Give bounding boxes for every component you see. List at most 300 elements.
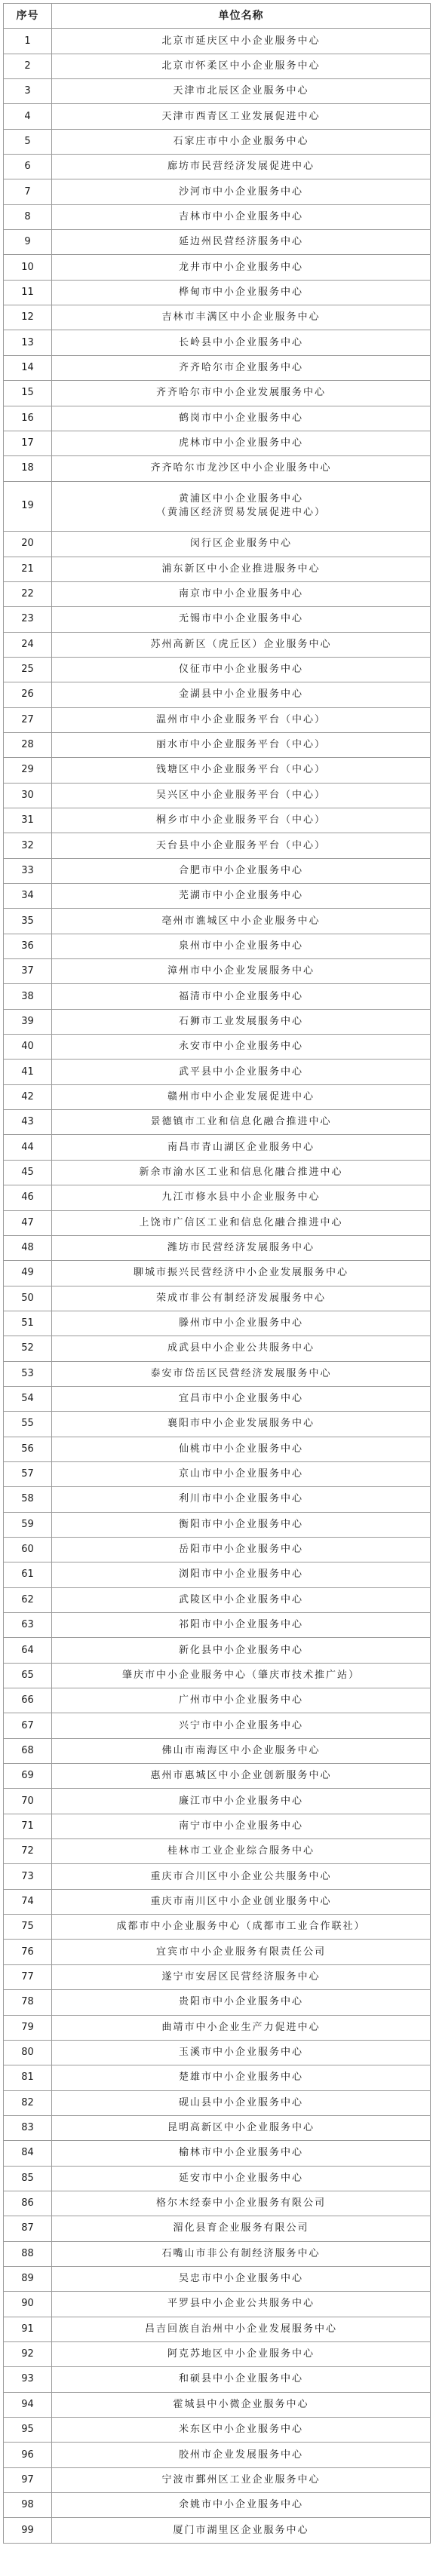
unit-name-line: 成都市中小企业服务中心（成都市工业合作联社） bbox=[116, 1921, 366, 1933]
row-unit-name bbox=[52, 381, 431, 405]
row-unit-name bbox=[52, 1588, 431, 1612]
row-index: 43 bbox=[4, 1110, 52, 1134]
table-row bbox=[4, 1965, 431, 1990]
unit-name-line: 无锡市中小企业服务中心 bbox=[178, 613, 303, 625]
table-row bbox=[4, 1789, 431, 1814]
row-index: 96 bbox=[4, 2443, 52, 2467]
row-index: 41 bbox=[4, 1060, 52, 1084]
row-unit-name bbox=[52, 2141, 431, 2165]
unit-name-line: 合肥市中小企业服务中心 bbox=[178, 864, 303, 876]
table-row bbox=[4, 1839, 431, 1864]
table-row bbox=[4, 633, 431, 658]
unit-name-line: 吴兴区中小企业服务平台（中心） bbox=[155, 789, 326, 801]
unit-name-line: 重庆市合川区中小企业公共服务中心 bbox=[150, 1870, 332, 1882]
row-unit-name bbox=[52, 1035, 431, 1059]
table-row bbox=[4, 1764, 431, 1789]
unit-name-line: 砚山县中小企业服务中心 bbox=[178, 2096, 303, 2108]
row-unit-name bbox=[52, 1161, 431, 1185]
row-index: 82 bbox=[4, 2091, 52, 2115]
row-index: 8 bbox=[4, 205, 52, 229]
row-unit-name bbox=[52, 2242, 431, 2266]
row-unit-name bbox=[52, 482, 431, 532]
unit-name-line: 齐齐哈尔市龙沙区中小企业服务中心 bbox=[150, 462, 332, 474]
table-row bbox=[4, 1739, 431, 1764]
unit-name-line: 宜宾市中小企业服务有限责任公司 bbox=[155, 1946, 326, 1958]
table-row bbox=[4, 2342, 431, 2367]
table-row bbox=[4, 155, 431, 179]
row-unit-name bbox=[52, 959, 431, 983]
row-unit-name bbox=[52, 1890, 431, 1914]
table-row bbox=[4, 2065, 431, 2090]
row-unit-name bbox=[52, 2116, 431, 2140]
unit-name-line: 吉林市中小企业服务中心 bbox=[178, 210, 303, 222]
row-unit-name bbox=[52, 2443, 431, 2467]
row-unit-name bbox=[52, 1764, 431, 1788]
row-unit-name bbox=[52, 658, 431, 682]
row-unit-name bbox=[52, 2418, 431, 2442]
row-unit-name bbox=[52, 1789, 431, 1813]
table-row bbox=[4, 1286, 431, 1311]
row-index: 70 bbox=[4, 1789, 52, 1813]
unit-name-line: 钱塘区中小企业服务平台（中心） bbox=[155, 764, 326, 776]
row-index: 26 bbox=[4, 682, 52, 707]
unit-name-line: 格尔木经泰中小企业服务有限公司 bbox=[155, 2197, 326, 2210]
row-index: 10 bbox=[4, 255, 52, 279]
table-row bbox=[4, 557, 431, 582]
row-index: 29 bbox=[4, 758, 52, 782]
row-unit-name bbox=[52, 1839, 431, 1863]
table-row bbox=[4, 54, 431, 79]
table-row bbox=[4, 2367, 431, 2392]
row-index: 25 bbox=[4, 658, 52, 682]
unit-name-line: 廉江市中小企业服务中心 bbox=[178, 1795, 303, 1807]
table-row bbox=[4, 1990, 431, 2015]
row-unit-name bbox=[52, 607, 431, 631]
unit-name-line: 厦门市湖里区企业服务中心 bbox=[173, 2524, 309, 2536]
row-index: 89 bbox=[4, 2267, 52, 2291]
row-index: 46 bbox=[4, 1185, 52, 1210]
unit-name-line: 永安市中小企业服务中心 bbox=[178, 1041, 303, 1053]
unit-name-line: 武平县中小企业服务中心 bbox=[178, 1066, 303, 1078]
row-index: 68 bbox=[4, 1739, 52, 1763]
row-unit-name bbox=[52, 1437, 431, 1461]
row-unit-name bbox=[52, 456, 431, 480]
row-index: 5 bbox=[4, 130, 52, 154]
row-index: 75 bbox=[4, 1915, 52, 1939]
row-index: 3 bbox=[4, 79, 52, 103]
row-unit-name bbox=[52, 1286, 431, 1311]
row-unit-name bbox=[52, 2518, 431, 2542]
table-row bbox=[4, 2292, 431, 2317]
unit-name-line: 湄化县育企业服务有限公司 bbox=[173, 2222, 309, 2234]
table-row bbox=[4, 1513, 431, 1538]
row-index: 1 bbox=[4, 29, 52, 53]
table-row bbox=[4, 1814, 431, 1839]
unit-name-line: 天津市北辰区企业服务中心 bbox=[173, 85, 309, 97]
row-unit-name bbox=[52, 1487, 431, 1511]
unit-name-line: 昆明高新区中小企业服务中心 bbox=[167, 2122, 315, 2134]
row-index: 66 bbox=[4, 1688, 52, 1713]
table-row bbox=[4, 1462, 431, 1487]
row-index: 40 bbox=[4, 1035, 52, 1059]
row-unit-name bbox=[52, 2393, 431, 2417]
unit-name-line: 榆林市中小企业服务中心 bbox=[178, 2147, 303, 2159]
table-row bbox=[4, 2016, 431, 2041]
unit-name-line: 九江市修水县中小企业服务中心 bbox=[161, 1191, 321, 1204]
row-unit-name bbox=[52, 1010, 431, 1034]
unit-name-line: 北京市怀柔区中小企业服务中心 bbox=[161, 60, 321, 72]
row-unit-name bbox=[52, 1814, 431, 1838]
row-unit-name bbox=[52, 2468, 431, 2492]
table-row bbox=[4, 1085, 431, 1110]
row-unit-name bbox=[52, 1462, 431, 1486]
row-index: 78 bbox=[4, 1990, 52, 2014]
unit-name-line: 和硕县中小企业服务中心 bbox=[178, 2373, 303, 2385]
row-index: 4 bbox=[4, 104, 52, 128]
unit-name-line: 惠州市惠城区中小企业创新服务中心 bbox=[150, 1770, 332, 1782]
table-row bbox=[4, 1638, 431, 1663]
table-row bbox=[4, 406, 431, 431]
table-row bbox=[4, 758, 431, 783]
row-unit-name bbox=[52, 1990, 431, 2014]
unit-name-line: 桐乡市中小企业服务平台（中心） bbox=[155, 814, 326, 826]
row-index: 65 bbox=[4, 1664, 52, 1688]
row-unit-name bbox=[52, 934, 431, 958]
row-index: 39 bbox=[4, 1010, 52, 1034]
unit-name-line: 玉溪市中小企业服务中心 bbox=[178, 2047, 303, 2059]
row-unit-name bbox=[52, 1135, 431, 1159]
unit-name-line: 闵行区企业服务中心 bbox=[189, 538, 292, 550]
unit-name-line: 温州市中小企业服务平台（中心） bbox=[155, 713, 326, 725]
row-index: 62 bbox=[4, 1588, 52, 1612]
table-body bbox=[4, 29, 431, 2543]
row-index: 30 bbox=[4, 784, 52, 808]
row-index: 19 bbox=[4, 482, 52, 532]
table-row bbox=[4, 2141, 431, 2166]
row-unit-name bbox=[52, 1211, 431, 1235]
row-unit-name bbox=[52, 305, 431, 330]
unit-name-line: 阿克苏地区中小企业服务中心 bbox=[167, 2348, 315, 2360]
table-row bbox=[4, 1185, 431, 1210]
row-unit-name bbox=[52, 2367, 431, 2391]
row-index: 98 bbox=[4, 2493, 52, 2517]
table-row bbox=[4, 532, 431, 557]
row-index: 36 bbox=[4, 934, 52, 958]
table-row bbox=[4, 2242, 431, 2267]
unit-name-line: 延安市中小企业服务中心 bbox=[178, 2172, 303, 2184]
unit-name-line: 齐齐哈尔市中小企业发展服务中心 bbox=[155, 387, 326, 399]
row-index: 50 bbox=[4, 1286, 52, 1311]
table-row bbox=[4, 808, 431, 833]
table-row bbox=[4, 1060, 431, 1084]
row-index: 93 bbox=[4, 2367, 52, 2391]
table-row bbox=[4, 1135, 431, 1160]
unit-name-line: 石家庄市中小企业服务中心 bbox=[173, 135, 309, 147]
row-index: 11 bbox=[4, 281, 52, 305]
row-index: 13 bbox=[4, 330, 52, 354]
row-index: 21 bbox=[4, 557, 52, 581]
row-index: 14 bbox=[4, 356, 52, 380]
row-index: 44 bbox=[4, 1135, 52, 1159]
row-index: 34 bbox=[4, 884, 52, 908]
row-index: 73 bbox=[4, 1864, 52, 1888]
unit-name-line: 廊坊市民营经济发展促进中心 bbox=[167, 161, 315, 173]
row-index: 88 bbox=[4, 2242, 52, 2266]
table-row bbox=[4, 859, 431, 884]
row-index: 23 bbox=[4, 607, 52, 631]
unit-name-line: 霍城县中小微企业服务中心 bbox=[173, 2398, 309, 2410]
table-row bbox=[4, 884, 431, 909]
row-unit-name bbox=[52, 1387, 431, 1411]
row-index: 76 bbox=[4, 1940, 52, 1964]
unit-name-line: 新化县中小企业服务中心 bbox=[178, 1644, 303, 1656]
row-index: 85 bbox=[4, 2167, 52, 2191]
row-unit-name bbox=[52, 431, 431, 455]
unit-name-line: 福清市中小企业服务中心 bbox=[178, 990, 303, 1002]
unit-name-line: 祁阳市中小企业服务中心 bbox=[178, 1619, 303, 1631]
table-row bbox=[4, 1890, 431, 1915]
table-row bbox=[4, 79, 431, 104]
unit-name-line: 亳州市谯城区中小企业服务中心 bbox=[161, 915, 321, 927]
row-unit-name bbox=[52, 1085, 431, 1109]
row-index: 53 bbox=[4, 1362, 52, 1386]
unit-name-line: 仙桃市中小企业服务中心 bbox=[178, 1443, 303, 1455]
header-index: 序号 bbox=[4, 4, 52, 28]
table-row bbox=[4, 330, 431, 355]
table-row bbox=[4, 1713, 431, 1738]
unit-name-line: 利川市中小企业服务中心 bbox=[178, 1493, 303, 1505]
row-unit-name bbox=[52, 205, 431, 229]
table-row bbox=[4, 1161, 431, 1185]
row-index: 12 bbox=[4, 305, 52, 330]
table-row bbox=[4, 1613, 431, 1638]
table-row bbox=[4, 1562, 431, 1587]
unit-name-line: 苏州高新区（虎丘区）企业服务中心 bbox=[150, 638, 332, 650]
unit-name-line: 宁波市鄞州区工业企业服务中心 bbox=[161, 2473, 321, 2486]
unit-name-line: 衡阳市中小企业服务中心 bbox=[178, 1518, 303, 1530]
unit-name-line: 齐齐哈尔市企业服务中心 bbox=[178, 361, 303, 373]
organization-table bbox=[3, 3, 431, 2544]
table-row bbox=[4, 2393, 431, 2418]
row-unit-name bbox=[52, 1739, 431, 1763]
table-row bbox=[4, 104, 431, 129]
unit-name-line: 沙河市中小企业服务中心 bbox=[178, 186, 303, 198]
unit-name-line: 天台县中小企业服务平台（中心） bbox=[155, 839, 326, 851]
row-unit-name bbox=[52, 708, 431, 732]
table-row bbox=[4, 356, 431, 381]
unit-name-line: 滕州市中小企业服务中心 bbox=[178, 1317, 303, 1329]
row-unit-name bbox=[52, 2267, 431, 2291]
unit-name-line: 南昌市青山湖区企业服务中心 bbox=[167, 1141, 315, 1153]
table-row bbox=[4, 784, 431, 808]
table-row bbox=[4, 1940, 431, 1964]
table-row bbox=[4, 984, 431, 1009]
row-index: 83 bbox=[4, 2116, 52, 2140]
unit-name-line: 余姚市中小企业服务中心 bbox=[178, 2499, 303, 2511]
row-unit-name bbox=[52, 255, 431, 279]
table-row bbox=[4, 482, 431, 532]
row-unit-name bbox=[52, 733, 431, 757]
table-row bbox=[4, 2493, 431, 2518]
row-index: 86 bbox=[4, 2191, 52, 2216]
unit-name-line: 吉林市丰满区中小企业服务中心 bbox=[161, 311, 321, 324]
unit-name-line: 泰安市岱岳区民营经济发展服务中心 bbox=[150, 1367, 332, 1379]
unit-name-line: 潍坊市民营经济发展服务中心 bbox=[167, 1242, 315, 1254]
unit-name-line: 南宁市中小企业服务中心 bbox=[178, 1820, 303, 1832]
unit-name-line: 贵阳市中小企业服务中心 bbox=[178, 1996, 303, 2008]
table-row bbox=[4, 1915, 431, 1940]
table-row bbox=[4, 2468, 431, 2493]
table-row bbox=[4, 2518, 431, 2543]
row-index: 60 bbox=[4, 1538, 52, 1562]
table-row bbox=[4, 230, 431, 255]
row-unit-name bbox=[52, 179, 431, 204]
unit-name-line: 楚雄市中小企业服务中心 bbox=[178, 2072, 303, 2084]
unit-name-line: 龙井市中小企业服务中心 bbox=[178, 261, 303, 273]
row-unit-name bbox=[52, 1864, 431, 1888]
row-index: 9 bbox=[4, 230, 52, 254]
row-index: 61 bbox=[4, 1562, 52, 1587]
row-unit-name bbox=[52, 682, 431, 707]
row-index: 58 bbox=[4, 1487, 52, 1511]
row-index: 57 bbox=[4, 1462, 52, 1486]
row-unit-name bbox=[52, 1362, 431, 1386]
unit-name-line: 武陵区中小企业服务中心 bbox=[178, 1593, 303, 1605]
row-unit-name bbox=[52, 1261, 431, 1285]
row-index: 52 bbox=[4, 1336, 52, 1360]
unit-name-line: 曲靖市中小企业生产力促进中心 bbox=[161, 2021, 321, 2033]
row-unit-name bbox=[52, 2041, 431, 2065]
unit-name-line: 肇庆市中小企业服务中心（肇庆市技术推广站） bbox=[121, 1669, 360, 1681]
unit-name-line: 赣州市中小企业发展促进中心 bbox=[167, 1090, 315, 1102]
row-index: 47 bbox=[4, 1211, 52, 1235]
row-index: 55 bbox=[4, 1412, 52, 1436]
table-row bbox=[4, 2317, 431, 2342]
row-index: 94 bbox=[4, 2393, 52, 2417]
unit-name-line: 广州市中小企业服务中心 bbox=[178, 1694, 303, 1707]
table-row bbox=[4, 1010, 431, 1035]
row-index: 72 bbox=[4, 1839, 52, 1863]
row-unit-name bbox=[52, 758, 431, 782]
row-index: 42 bbox=[4, 1085, 52, 1109]
row-index: 97 bbox=[4, 2468, 52, 2492]
unit-name-line: 浦东新区中小企业推进服务中心 bbox=[161, 563, 321, 575]
table-row bbox=[4, 733, 431, 758]
row-index: 18 bbox=[4, 456, 52, 480]
row-unit-name bbox=[52, 1185, 431, 1210]
row-unit-name bbox=[52, 29, 431, 53]
row-index: 79 bbox=[4, 2016, 52, 2040]
row-unit-name bbox=[52, 356, 431, 380]
row-index: 31 bbox=[4, 808, 52, 833]
header-name: 单位名称 bbox=[52, 4, 431, 28]
unit-name-line: 天津市西青区工业发展促进中心 bbox=[161, 110, 321, 122]
unit-name-line: 襄阳市中小企业发展服务中心 bbox=[167, 1418, 315, 1430]
table-row bbox=[4, 179, 431, 204]
table-row bbox=[4, 1261, 431, 1286]
row-unit-name bbox=[52, 1412, 431, 1436]
row-unit-name bbox=[52, 230, 431, 254]
row-unit-name bbox=[52, 2191, 431, 2216]
row-index: 90 bbox=[4, 2292, 52, 2316]
row-unit-name bbox=[52, 1638, 431, 1662]
table-row bbox=[4, 1387, 431, 1412]
table-row bbox=[4, 833, 431, 858]
unit-name-line: 成武县中小企业公共服务中心 bbox=[167, 1342, 315, 1354]
row-unit-name bbox=[52, 1713, 431, 1737]
table-row bbox=[4, 2216, 431, 2241]
unit-name-line: 虎林市中小企业服务中心 bbox=[178, 437, 303, 449]
row-unit-name bbox=[52, 633, 431, 657]
table-row bbox=[4, 1035, 431, 1060]
table-row bbox=[4, 1664, 431, 1688]
row-index: 28 bbox=[4, 733, 52, 757]
row-unit-name bbox=[52, 784, 431, 808]
table-row bbox=[4, 708, 431, 733]
row-index: 17 bbox=[4, 431, 52, 455]
row-unit-name bbox=[52, 2065, 431, 2090]
table-row bbox=[4, 582, 431, 607]
unit-name-line: 黄浦区中小企业服务中心 bbox=[178, 493, 303, 505]
table-row bbox=[4, 2418, 431, 2443]
table-row bbox=[4, 2041, 431, 2065]
row-unit-name bbox=[52, 130, 431, 154]
row-unit-name bbox=[52, 808, 431, 833]
row-unit-name bbox=[52, 155, 431, 179]
unit-name-line: 桂林市工业企业综合服务中心 bbox=[167, 1845, 315, 1857]
row-unit-name bbox=[52, 2317, 431, 2341]
table-row bbox=[4, 2091, 431, 2116]
unit-name-line: 漳州市中小企业发展服务中心 bbox=[167, 965, 315, 977]
table-row bbox=[4, 2167, 431, 2191]
table-row bbox=[4, 1437, 431, 1462]
table-row bbox=[4, 431, 431, 456]
row-index: 48 bbox=[4, 1236, 52, 1260]
unit-name-line: 新余市渝水区工业和信息化融合推进中心 bbox=[139, 1166, 343, 1178]
table-row bbox=[4, 456, 431, 481]
unit-name-line: 胶州市企业发展服务中心 bbox=[178, 2449, 303, 2461]
row-index: 45 bbox=[4, 1161, 52, 1185]
row-unit-name bbox=[52, 984, 431, 1008]
unit-name-line: 石狮市工业发展服务中心 bbox=[178, 1015, 303, 1027]
row-index: 99 bbox=[4, 2518, 52, 2542]
row-index: 91 bbox=[4, 2317, 52, 2341]
unit-name-line: 遂宁市安居区民营经济服务中心 bbox=[161, 1970, 321, 1983]
row-index: 74 bbox=[4, 1890, 52, 1914]
unit-name-line: 南京市中小企业服务中心 bbox=[178, 588, 303, 600]
unit-name-line: 聊城市振兴民营经济中小企业发展服务中心 bbox=[133, 1267, 349, 1279]
row-index: 81 bbox=[4, 2065, 52, 2090]
row-index: 33 bbox=[4, 859, 52, 883]
table-row bbox=[4, 2191, 431, 2216]
row-unit-name bbox=[52, 909, 431, 933]
table-row bbox=[4, 909, 431, 934]
table-row bbox=[4, 381, 431, 406]
table-row bbox=[4, 305, 431, 330]
row-unit-name bbox=[52, 1613, 431, 1637]
row-index: 63 bbox=[4, 1613, 52, 1637]
table-row bbox=[4, 1688, 431, 1713]
row-unit-name bbox=[52, 2016, 431, 2040]
table-row bbox=[4, 1336, 431, 1361]
table-row bbox=[4, 1538, 431, 1562]
unit-name-line: 兴宁市中小企业服务中心 bbox=[178, 1719, 303, 1731]
table-row bbox=[4, 2267, 431, 2292]
unit-name-line: 平罗县中小企业公共服务中心 bbox=[167, 2298, 315, 2310]
row-index: 69 bbox=[4, 1764, 52, 1788]
row-index: 56 bbox=[4, 1437, 52, 1461]
row-unit-name bbox=[52, 1562, 431, 1587]
